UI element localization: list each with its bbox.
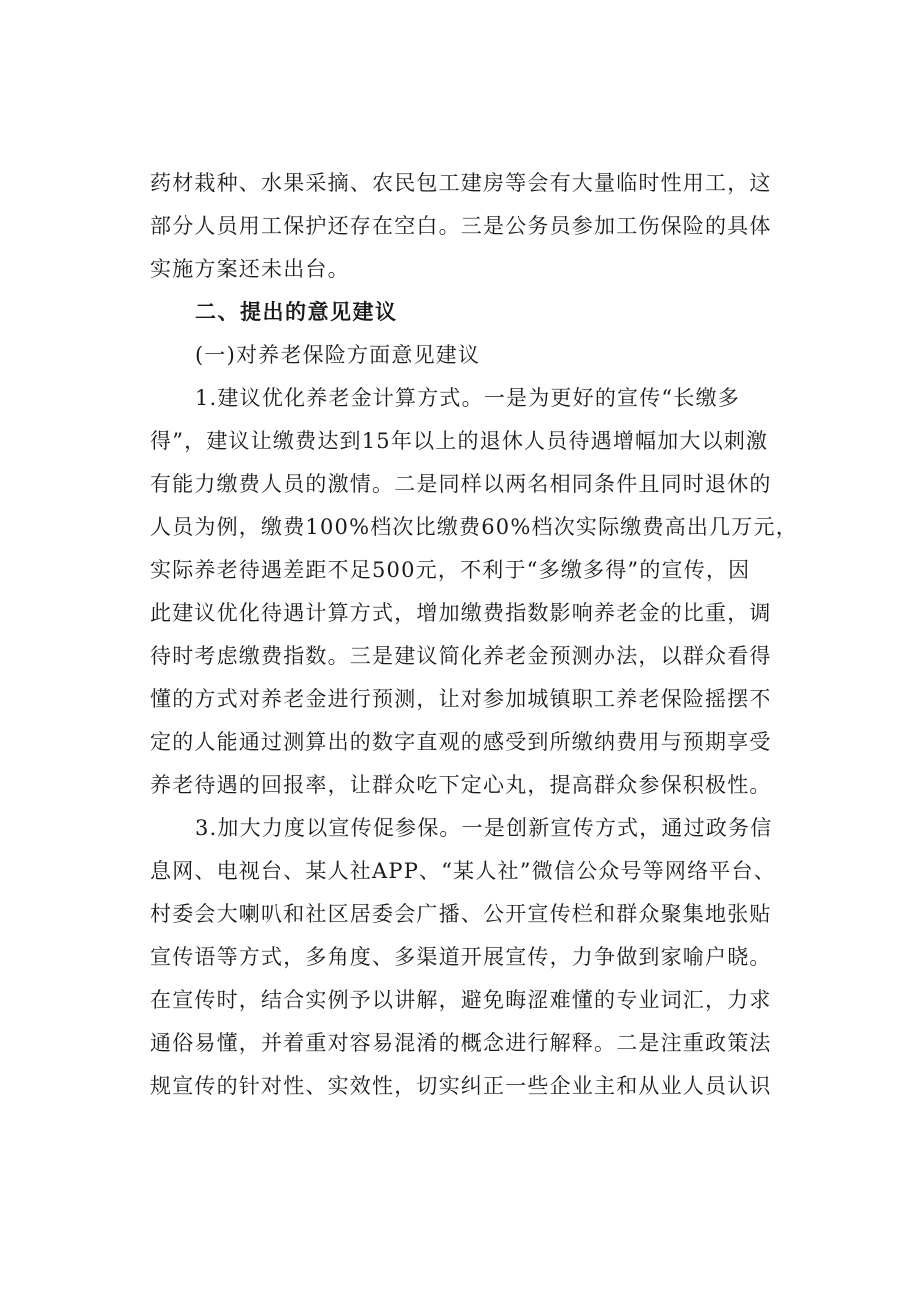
body-text-line: 3.加大力度以宣传促参保。一是创新宣传方式，通过政务信 bbox=[195, 816, 773, 840]
body-text-line: 部分人员用工保护还存在空白。三是公务员参加工伤保险的具体 bbox=[150, 214, 772, 238]
body-text-line: 通俗易懂，并着重对容易混淆的概念进行解释。二是注重政策法 bbox=[150, 1031, 772, 1055]
body-text-line: 村委会大喇叭和社区居委会广播、公开宣传栏和群众聚集地张贴 bbox=[150, 902, 772, 926]
body-text-line: 人员为例，缴费100%档次比缴费60%档次实际缴费高出几万元， bbox=[150, 515, 798, 539]
body-text-line: 有能力缴费人员的激情。二是同样以两名相同条件且同时退休的 bbox=[150, 472, 772, 496]
body-text-line: 规宣传的针对性、实效性，切实纠正一些企业主和从业人员认识 bbox=[150, 1074, 772, 1098]
body-text-line: 得”，建议让缴费达到15年以上的退休人员待遇增幅加大以刺激 bbox=[150, 429, 769, 453]
body-text-line: 实际养老待遇差距不足500元，不利于“多缴多得”的宣传，因 bbox=[150, 558, 751, 582]
body-text-line: 此建议优化待遇计算方式，增加缴费指数影响养老金的比重，调 bbox=[150, 601, 772, 625]
body-text-line: 药材栽种、水果采摘、农民包工建房等会有大量临时性用工，这 bbox=[150, 171, 772, 195]
body-text-line: 懂的方式对养老金进行预测，让对参加城镇职工养老保险摇摆不 bbox=[150, 687, 772, 711]
body-text-line: 1.建议优化养老金计算方式。一是为更好的宣传“长缴多 bbox=[195, 386, 740, 410]
body-text-line: 定的人能通过测算出的数字直观的感受到所缴纳费用与预期享受 bbox=[150, 730, 772, 754]
section-heading: 二、提出的意见建议 bbox=[195, 300, 398, 324]
body-text-line: 宣传语等方式，多角度、多渠道开展宣传，力争做到家喻户晓。 bbox=[150, 945, 772, 969]
body-text-line: 在宣传时，结合实例予以讲解，避免晦涩难懂的专业词汇，力求 bbox=[150, 988, 772, 1012]
body-text-line: 实施方案还未出台。 bbox=[150, 257, 350, 281]
body-text-line: 待时考虑缴费指数。三是建议简化养老金预测办法，以群众看得 bbox=[150, 644, 772, 668]
body-text-line: 息网、电视台、某人社APP、“某人社”微信公众号等网络平台、 bbox=[150, 859, 776, 883]
subsection-heading: (一)对养老保险方面意见建议 bbox=[195, 343, 481, 367]
body-text-line: 养老待遇的回报率，让群众吃下定心丸，提高群众参保积极性。 bbox=[150, 773, 772, 797]
